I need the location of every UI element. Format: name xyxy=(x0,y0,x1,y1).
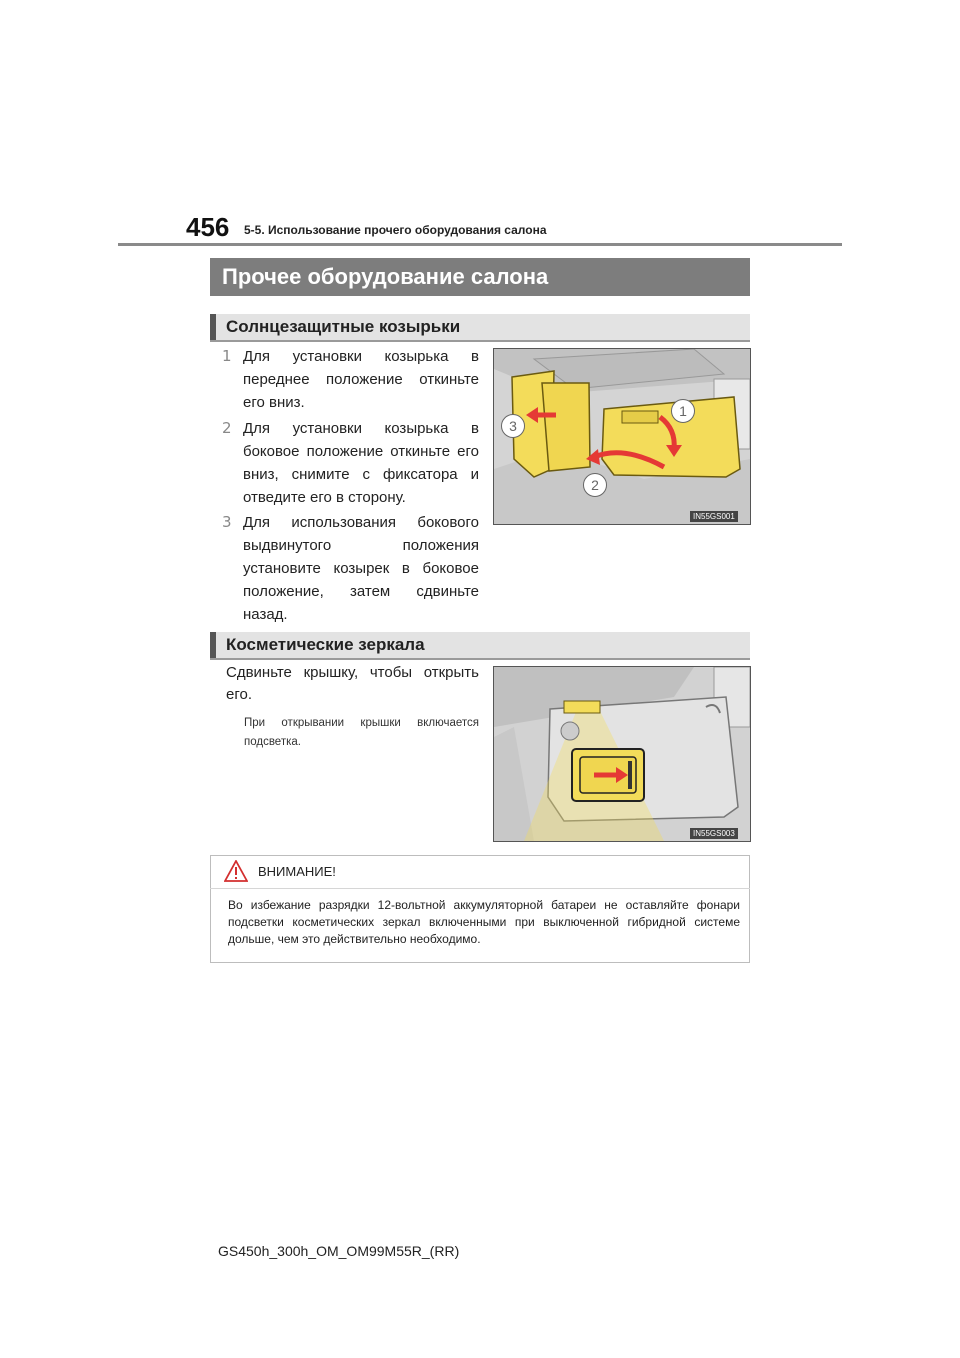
sun-visor-figure xyxy=(493,348,751,525)
step-number-3: 3 xyxy=(222,513,232,531)
heading-marker xyxy=(210,314,216,340)
page-number: 456 xyxy=(186,212,230,242)
sun-visor-illustration xyxy=(494,349,750,524)
vanity-mirror-instruction: Сдвиньте крышку, чтобы открыть его. xyxy=(226,664,479,703)
figure-code: IN55GS003 xyxy=(690,828,738,839)
vanity-mirror-illustration xyxy=(494,667,750,841)
callout-1: 1 xyxy=(671,399,695,423)
warning-triangle-icon xyxy=(224,860,248,882)
page-title: Прочее оборудование салона xyxy=(222,264,549,289)
figure-code: IN55GS001 xyxy=(690,511,738,522)
vanity-mirrors-heading-bar xyxy=(210,632,750,660)
step-number-2: 2 xyxy=(222,419,232,437)
caution-text: Во избежание разрядки 12-вольтной аккумуляторной батареи не оставляйте фонари подсветки косметических зеркал включенными при выключенной гибридной системе дольше, чем это действительно необходимо. xyxy=(228,898,740,946)
sun-visors-heading-bar xyxy=(210,314,750,342)
step-number-1: 1 xyxy=(222,347,232,365)
section-reference: 5-5. Использование прочего оборудования салона xyxy=(244,223,547,237)
callout-2: 2 xyxy=(583,473,607,497)
vanity-mirror-figure xyxy=(493,666,751,842)
vanity-mirrors-heading: Косметические зеркала xyxy=(226,635,425,654)
caution-title: ВНИМАНИЕ! xyxy=(258,864,336,879)
step-text-3: Для использования бокового выдвинутого положения установите козырек в боковое положение, затем сдвиньте назад. xyxy=(243,514,479,623)
step-text-2: Для установки козырька в боковое положение откиньте его вниз, снимите с фиксатора и отведите его в сторону. xyxy=(243,420,479,506)
step-text-1: Для установки козырька в переднее положение откиньте его вниз. xyxy=(243,348,479,411)
caution-divider xyxy=(210,888,750,889)
callout-3: 3 xyxy=(501,414,525,438)
footer-document-code: GS450h_300h_OM_OM99M55R_(RR) xyxy=(218,1243,460,1259)
header-divider xyxy=(118,243,842,246)
heading-marker xyxy=(210,632,216,658)
sun-visors-heading: Солнцезащитные козырьки xyxy=(226,317,461,336)
vanity-mirror-note: При открывании крышки включается подсветка. xyxy=(244,717,479,748)
